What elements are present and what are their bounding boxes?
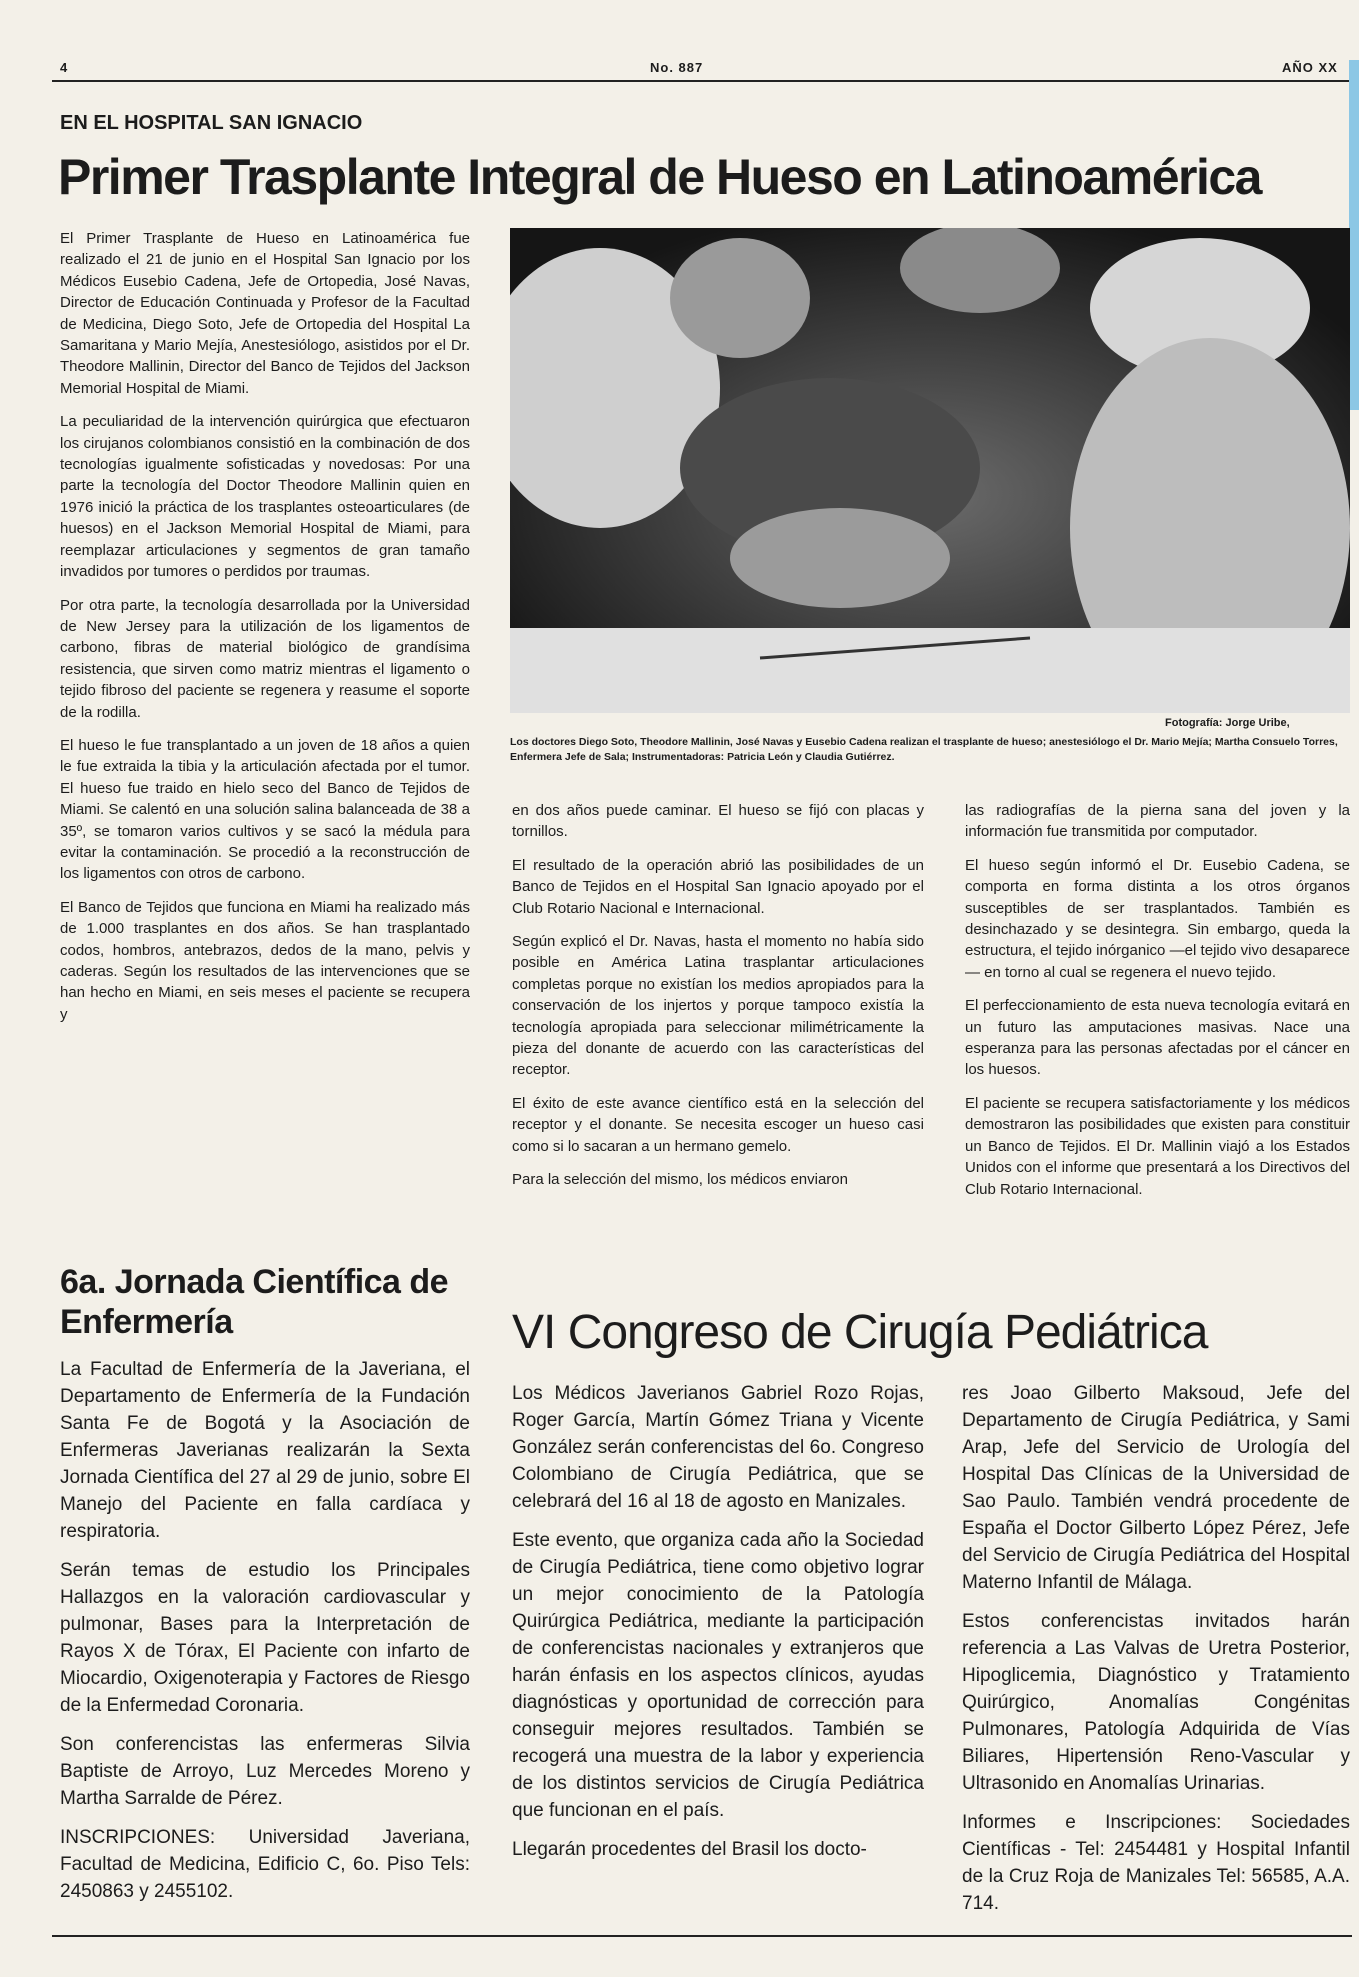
paragraph: El resultado de la operación abrió las posibilidades de un Banco de Tejidos en el Hospital San Ignacio apoyado por el Club Rotario Nacional e Internacional. bbox=[512, 856, 924, 917]
article-body-col3 bbox=[965, 800, 1350, 1212]
header-rule bbox=[52, 80, 1352, 82]
paragraph: Según explicó el Dr. Navas, hasta el momento no había sido posible en América Latina trasplantar articulaciones completas porque no existían los medios apropiados para la conservación de los injertos y porque tampoco existía la tecnología apropiada para seleccionar milimétricamente la pieza del donante de acuerdo con las características del receptor. bbox=[512, 933, 924, 1079]
paragraph: El hueso según informó el Dr. Eusebio Cadena, se comporta en forma distinta a los otros órganos susceptibles de ser trasplantados. También es desinchazado y se desintegra. Sin embargo, queda la estructura, el tejido inórganico —el tejido vivo desaparece— en torno al cual se regenera el nuevo tejido. bbox=[965, 856, 1350, 981]
nursing-headline: 6a. Jornada Científica de Enfermería bbox=[60, 1263, 449, 1341]
nursing-body bbox=[60, 1356, 470, 1905]
article-headline: Primer Trasplante Integral de Hueso en Latinoamérica bbox=[58, 149, 1261, 205]
surgery-photo bbox=[510, 228, 1350, 713]
paragraph: Por otra parte, la tecnología desarrollada por la Universidad de New Jersey para la utilización de los ligamentos de carbono, fibras de material biológico de grandísima resistencia, que sirven como matriz mientras el ligamento o tejido fibroso del paciente se regenera y reasume el soporte de la rodilla. bbox=[60, 596, 470, 721]
paragraph: El Banco de Tejidos que funciona en Miami ha realizado más de 1.000 trasplantes en dos años. Se han trasplantado codos, hombros, antebrazos, dedos de la mano, pelvis y caderas. Según los resultados de las intervenciones que se han hecho en Miami, en seis meses el paciente se recupera y bbox=[60, 898, 470, 1023]
paragraph: Este evento, que organiza cada año la Sociedad de Cirugía Pediátrica, tiene como objetivo lograr un mejor conocimiento de la Patología Quirúrgica Pediátrica, mediante la participación de conferencistas nacionales y extranjeros que harán énfasis en los aspectos clínicos, ayudas diagnósticas y oportunidad de corrección para conseguir mejores resultados. También se recogerá una muestra de la labor y experiencia de los distintos servicios de Cirugía Pediátrica que funcionan en el país. bbox=[512, 1530, 924, 1821]
congress-col-a bbox=[512, 1380, 924, 1875]
paragraph: La peculiaridad de la intervención quirúrgica que efectuaron los cirujanos colombianos consistió en la combinación de dos tecnologías igualmente sofisticadas y novedosas: Por una parte la tecnología del Doctor Theodore Mallinin quien en 1976 inició la práctica de los trasplantes osteoarticulares (de huesos) en el Jackson Memorial Hospital de Miami, para reemplazar articulaciones y segmentos de gran tamaño invadidos por tumores o perdidos por traumas. bbox=[60, 413, 470, 581]
paragraph: las radiografías de la pierna sana del joven y la información fue transmitida por computador. bbox=[965, 802, 1350, 841]
paragraph: El éxito de este avance científico está en la selección del receptor y el donante. Se necesita escoger un hueso casi como si lo sacaran a un hermano gemelo. bbox=[512, 1094, 924, 1155]
paragraph: Los Médicos Javerianos Gabriel Rozo Rojas, Roger García, Martín Gómez Triana y Vicente González serán conferencistas del 6o. Congreso Colombiano de Cirugía Pediátrica, que se celebrará del 16 al 18 de agosto en Manizales. bbox=[512, 1383, 924, 1512]
edge-tab bbox=[1349, 60, 1359, 410]
photo-caption: Los doctores Diego Soto, Theodore Mallinin, José Navas y Eusebio Cadena realizan el trasplante de hueso; anestesiólogo el Dr. Mario Mejía; Martha Consuelo Torres, Enfermera Jefe de Sala; Instrumentadoras: Patricia León y Claudia Gutiérrez. bbox=[510, 736, 1338, 763]
footer-rule bbox=[52, 1935, 1352, 1937]
nursing-article bbox=[60, 1262, 470, 1917]
paragraph: El perfeccionamiento de esta nueva tecnología evitará en un futuro las amputaciones masivas. Nace una esperanza para las personas afectadas por el cáncer en los huesos. bbox=[965, 997, 1350, 1079]
article-body-col2 bbox=[512, 800, 924, 1203]
paragraph: La Facultad de Enfermería de la Javeriana, el Departamento de Enfermería de la Fundación Santa Fe de Bogotá y la Asociación de Enfermeras Javerianas realizarán la Sexta Jornada Científica del 27 al 29 de junio, sobre El Manejo del Paciente en falla cardíaca y respiratoria. bbox=[60, 1359, 470, 1542]
paragraph: INSCRIPCIONES: Universidad Javeriana, Facultad de Medicina, Edificio C, 6o. Piso Tels: 2450863 y 2455102. bbox=[60, 1827, 470, 1902]
photo-illustration bbox=[510, 228, 1350, 713]
page-number: 4 bbox=[60, 60, 69, 75]
congress-headline: VI Congreso de Cirugía Pediátrica bbox=[512, 1306, 1208, 1359]
paragraph: Son conferencistas las enfermeras Silvia Baptiste de Arroyo, Luz Mercedes Moreno y Martha Sarralde de Pérez. bbox=[60, 1734, 470, 1809]
photo-credit: Fotografía: Jorge Uribe, bbox=[1165, 717, 1290, 729]
paragraph: El Primer Trasplante de Hueso en Latinoamérica fue realizado el 21 de junio en el Hospital San Ignacio por los Médicos Eusebio Cadena, Jefe de Ortopedia, José Navas, Director de Educación Continuada y Profesor de la Facultad de Medicina, Diego Soto, Jefe de Ortopedia del Hospital La Samaritana y Mario Mejía, Anestesiólogo, asistidos por el Dr. Theodore Mallinin, Director del Banco de Tejidos del Jackson Memorial Hospital de Miami. bbox=[60, 230, 470, 397]
paragraph: El paciente se recupera satisfactoriamente y los médicos demostraron las posibilidades que existen para constituir un Banco de Tejidos. El Dr. Mallinin viajó a los Estados Unidos con el informe que presentará a los Directivos del Club Rotario Internacional. bbox=[965, 1094, 1350, 1198]
paragraph: Llegarán procedentes del Brasil los docto- bbox=[512, 1839, 867, 1860]
year-label: AÑO XX bbox=[1282, 60, 1338, 75]
paragraph: Informes e Inscripciones: Sociedades Científicas - Tel: 2454481 y Hospital Infantil de la Cruz Roja de Manizales Tel: 56585, A.A. 714. bbox=[962, 1812, 1350, 1914]
paragraph: Para la selección del mismo, los médicos enviaron bbox=[512, 1171, 848, 1189]
paragraph: Serán temas de estudio los Principales Hallazgos en la valoración cardiovascular y pulmonar, Bases para la Interpretación de Rayos X de Tórax, El Paciente con infarto de Miocardio, Oxigenoterapia y Factores de Riesgo de la Enfermedad Coronaria. bbox=[60, 1560, 470, 1716]
article-body-col1 bbox=[60, 228, 470, 1037]
congress-col-b bbox=[962, 1380, 1350, 1929]
paragraph: El hueso le fue transplantado a un joven de 18 años a quien le fue extraida la tibia y la articulación afectada por el tumor. El hueso fue traido en hielo seco del Banco de Tejidos de Miami. Se calentó en una solución salina balanceada de 38 a 35º, se tomaron varios cultivos y se sacó la médula para evitar la contaminación. Se procedió a la reconstrucción de los ligamentos con otros de carbono. bbox=[60, 736, 470, 883]
issue-number: No. 887 bbox=[650, 60, 704, 75]
paragraph: res Joao Gilberto Maksoud, Jefe del Departamento de Cirugía Pediátrica, y Sami Arap, Jefe del Servicio de Urología del Hospital Das Clínicas de la Universidad de Sao Paulo. También vendrá procedente de España el Doctor Gilberto López Pérez, Jefe del Servicio de Cirugía Pediátrica del Hospital Materno Infantil de Málaga. bbox=[962, 1383, 1350, 1593]
spacer bbox=[508, 1292, 514, 1293]
paragraph: en dos años puede caminar. El hueso se fijó con placas y tornillos. bbox=[512, 802, 924, 841]
paragraph: Estos conferencistas invitados harán referencia a Las Valvas de Uretra Posterior, Hipoglicemia, Diagnóstico y Tratamiento Quirúrgico, Anomalías Congénitas Pulmonares, Patología Adquirida de Vías Biliares, Hipertensión Reno-Vascular y Ultrasonido en Anomalías Urinarias. bbox=[962, 1611, 1350, 1794]
article-kicker: EN EL HOSPITAL SAN IGNACIO bbox=[60, 112, 363, 134]
